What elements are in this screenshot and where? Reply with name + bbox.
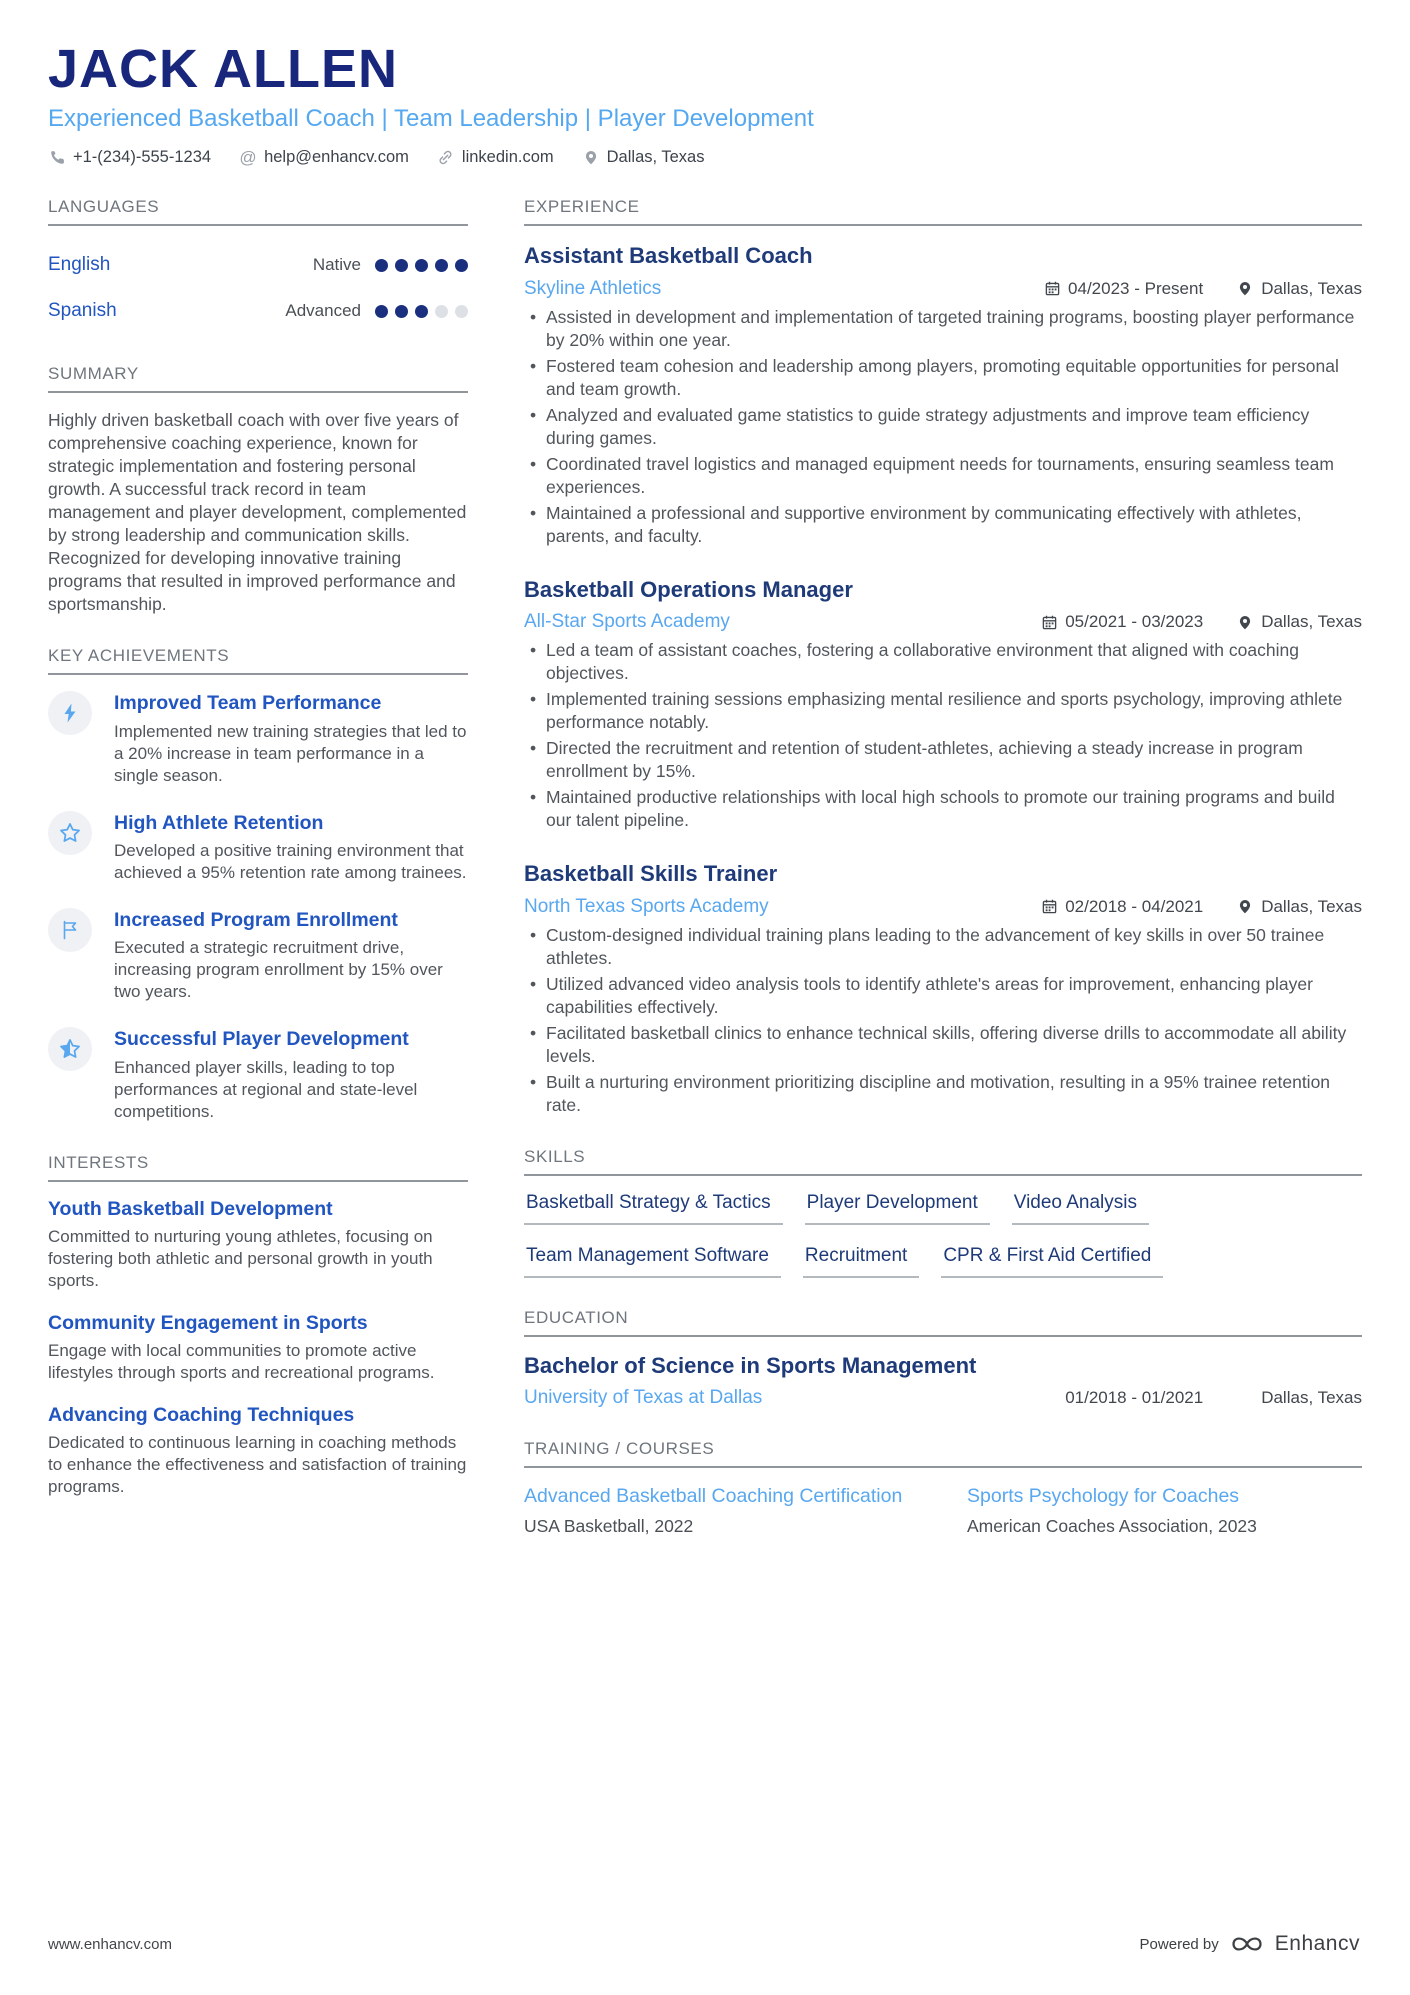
job-bullet: • Maintained a professional and supportive environment by communicating effectively with athletes, parents, and faculty. xyxy=(524,502,1362,548)
enhancv-brand-name: Enhancv xyxy=(1274,1932,1360,1955)
language-row xyxy=(48,288,468,334)
job-meta-row xyxy=(524,278,1362,300)
course-list xyxy=(524,1484,1362,1537)
interest-item xyxy=(48,1198,468,1292)
language-name: English xyxy=(48,254,111,276)
interest-item xyxy=(48,1312,468,1384)
dot-filled xyxy=(375,305,388,318)
company-name: North Texas Sports Academy xyxy=(524,895,769,917)
link-icon xyxy=(437,149,454,166)
job-dates: 05/2021 - 03/2023 xyxy=(1065,612,1204,632)
job-bullet: • Facilitated basketball clinics to enhance technical skills, offering diverse drills to accommodate all ability levels. xyxy=(524,1022,1362,1068)
section-title-summary: SUMMARY xyxy=(48,364,468,393)
job-meta-row xyxy=(524,896,1362,918)
contact-item[interactable] xyxy=(48,148,211,167)
left-column xyxy=(48,197,468,1567)
skill-row xyxy=(524,1192,1362,1225)
section-skills xyxy=(524,1147,1362,1278)
achievement-title: Improved Team Performance xyxy=(114,692,382,715)
job-list xyxy=(524,242,1362,1117)
skill-item: Basketball Strategy & Tactics xyxy=(524,1192,783,1225)
right-column xyxy=(524,197,1362,1567)
star-outline-icon xyxy=(59,822,81,844)
school-name: University of Texas at Dallas xyxy=(524,1386,763,1408)
job-bullets xyxy=(524,639,1362,832)
job-entry xyxy=(524,576,1362,833)
dot-filled xyxy=(395,259,408,272)
job-bullet: • Directed the recruitment and retention of student-athletes, achieving a steady increase in program enrollment by 15%. xyxy=(524,737,1362,783)
dot-filled xyxy=(375,259,388,272)
section-education xyxy=(524,1308,1362,1409)
powered-by-badge[interactable] xyxy=(1140,1931,1360,1957)
job-bullet: • Custom-designed individual training plans leading to the advancement of key skills in over 50 trainee athletes. xyxy=(524,924,1362,970)
job-title: Basketball Operations Manager xyxy=(524,576,853,602)
skill-item: Player Development xyxy=(805,1192,990,1225)
section-title-skills: SKILLS xyxy=(524,1147,1362,1176)
calendar-icon xyxy=(1044,280,1061,297)
dot-filled xyxy=(415,259,428,272)
section-title-key-achievements: KEY ACHIEVEMENTS xyxy=(48,646,468,675)
dot-filled xyxy=(415,305,428,318)
job-title: Basketball Skills Trainer xyxy=(524,861,778,887)
course-entry xyxy=(967,1484,1362,1537)
job-dates: 04/2023 - Present xyxy=(1068,278,1204,298)
language-proficiency-dots xyxy=(375,305,468,318)
job-entry xyxy=(524,242,1362,548)
achievement-title: High Athlete Retention xyxy=(114,811,324,834)
section-experience xyxy=(524,197,1362,1117)
dot-filled xyxy=(395,305,408,318)
resume-body xyxy=(48,197,1362,1567)
dot-empty xyxy=(455,305,468,318)
language-level: Advanced xyxy=(285,301,361,321)
skill-item: Recruitment xyxy=(803,1245,919,1278)
language-row xyxy=(48,242,468,288)
achievement-description: Developed a positive training environment that achieved a 95% retention rate among trainees. xyxy=(114,841,467,883)
job-bullets xyxy=(524,924,1362,1117)
location-icon xyxy=(1237,898,1253,915)
skill-item: Team Management Software xyxy=(524,1245,781,1278)
location-icon xyxy=(583,149,599,166)
job-location: Dallas, Texas xyxy=(1261,278,1362,298)
contact-item[interactable] xyxy=(582,148,705,167)
education-location: Dallas, Texas xyxy=(1261,1387,1362,1407)
section-interests xyxy=(48,1153,468,1498)
interest-title: Advancing Coaching Techniques xyxy=(48,1403,355,1426)
candidate-name: JACK ALLEN xyxy=(48,39,399,99)
interest-title: Community Engagement in Sports xyxy=(48,1311,368,1334)
section-title-training-courses: TRAINING / COURSES xyxy=(524,1439,1362,1468)
job-bullet: • Maintained productive relationships with local high schools to promote our training programs and build our talent pipeline. xyxy=(524,786,1362,832)
contact-row xyxy=(48,148,1362,167)
language-list xyxy=(48,242,468,334)
interest-list xyxy=(48,1198,468,1498)
dot-filled xyxy=(435,259,448,272)
powered-by-label: Powered by xyxy=(1139,1935,1219,1953)
job-bullet: • Assisted in development and implementation of targeted training programs, boosting player performance by 20% within one year. xyxy=(524,306,1362,352)
job-bullets xyxy=(524,306,1362,548)
section-title-languages: LANGUAGES xyxy=(48,197,468,226)
section-training-courses xyxy=(524,1439,1362,1537)
achievement-description: Implemented new training strategies that led to a 20% increase in team performance in a single season. xyxy=(114,721,467,785)
interest-item xyxy=(48,1404,468,1498)
language-name: Spanish xyxy=(48,300,117,322)
location-icon xyxy=(1237,280,1253,297)
language-level: Native xyxy=(312,255,361,275)
contact-item[interactable] xyxy=(437,148,554,167)
resume-header xyxy=(48,40,1362,167)
job-bullet: • Implemented training sessions emphasizing mental resilience and sports psychology, improving athlete performance notably. xyxy=(524,688,1362,734)
achievement-title: Successful Player Development xyxy=(114,1028,409,1051)
job-location: Dallas, Texas xyxy=(1261,896,1362,916)
skill-item: CPR & First Aid Certified xyxy=(941,1245,1163,1278)
interest-description: Committed to nurturing young athletes, focusing on fostering both athletic and personal growth in youth sports. xyxy=(48,1226,433,1290)
degree-title: Bachelor of Science in Sports Management xyxy=(524,1352,977,1378)
interest-description: Dedicated to continuous learning in coaching methods to enhance the effectiveness and satisfaction of training programs. xyxy=(48,1432,467,1496)
lightning-icon xyxy=(60,702,80,724)
contact-text: help@enhancv.com xyxy=(264,148,409,167)
contact-text: linkedin.com xyxy=(461,148,554,167)
course-title: Sports Psychology for Coaches xyxy=(967,1484,1240,1507)
section-title-experience: EXPERIENCE xyxy=(524,197,1362,226)
education-meta-row xyxy=(524,1387,1362,1409)
dot-empty xyxy=(435,305,448,318)
company-name: Skyline Athletics xyxy=(524,277,662,299)
language-proficiency-dots xyxy=(375,259,468,272)
enhancv-logo-icon xyxy=(1229,1931,1265,1957)
job-meta-row xyxy=(524,611,1362,633)
job-bullet: • Built a nurturing environment prioritizing discipline and motivation, resulting in a 95% trainee retention rate. xyxy=(524,1071,1362,1117)
job-title: Assistant Basketball Coach xyxy=(524,243,813,269)
footer-site-link[interactable]: www.enhancv.com xyxy=(48,1935,172,1953)
section-summary xyxy=(48,364,468,616)
flag-icon xyxy=(60,919,80,941)
location-icon xyxy=(1237,614,1253,631)
email-icon: @ xyxy=(239,147,257,167)
section-key-achievements xyxy=(48,646,468,1123)
star-half-icon xyxy=(59,1038,81,1060)
job-dates: 02/2018 - 04/2021 xyxy=(1065,896,1204,916)
job-bullet: • Fostered team cohesion and leadership among players, promoting equitable opportunities for personal and team growth. xyxy=(524,355,1362,401)
achievement-list xyxy=(48,691,468,1123)
job-location: Dallas, Texas xyxy=(1261,612,1362,632)
achievement-description: Executed a strategic recruitment drive, increasing program enrollment by 15% over two years. xyxy=(114,938,443,1002)
job-bullet: • Analyzed and evaluated game statistics to guide strategy adjustments and improve team efficiency during games. xyxy=(524,404,1362,450)
interest-description: Engage with local communities to promote active lifestyles through sports and recreational programs. xyxy=(48,1340,435,1382)
phone-icon xyxy=(49,149,66,166)
achievement-title: Increased Program Enrollment xyxy=(114,909,398,932)
achievement-item xyxy=(48,1027,468,1122)
job-bullet: • Utilized advanced video analysis tools to identify athlete's areas for improvement, enhancing player capabilities effectively. xyxy=(524,973,1362,1019)
dot-filled xyxy=(455,259,468,272)
course-entry xyxy=(524,1484,919,1537)
job-bullet: • Coordinated travel logistics and managed equipment needs for tournaments, ensuring seamless team experiences. xyxy=(524,453,1362,499)
achievement-item xyxy=(48,908,468,1003)
company-name: All-Star Sports Academy xyxy=(524,611,730,633)
education-dates: 01/2018 - 01/2021 xyxy=(1065,1387,1204,1407)
skill-row xyxy=(524,1245,1362,1278)
page-footer xyxy=(48,1931,1360,1957)
summary-text: Highly driven basketball coach with over five years of comprehensive coaching experience, known for strategic implementation and fostering personal growth. A successful track record in team management and player development, complemented by strong leadership and communication skills. Recognized for developing innovative training programs that resulted in improved performance and sportsmanship. xyxy=(48,410,467,615)
candidate-headline: Experienced Basketball Coach | Team Leadership | Player Development xyxy=(48,105,814,133)
course-organization: USA Basketball, 2022 xyxy=(524,1516,694,1537)
contact-text: Dallas, Texas xyxy=(606,148,705,167)
calendar-icon xyxy=(1041,614,1058,631)
contact-item[interactable] xyxy=(239,148,409,167)
section-title-education: EDUCATION xyxy=(524,1308,1362,1337)
section-languages xyxy=(48,197,468,334)
achievement-item xyxy=(48,691,468,786)
section-title-interests: INTERESTS xyxy=(48,1153,468,1182)
contact-text: +1-(234)-555-1234 xyxy=(73,148,212,167)
achievement-item xyxy=(48,811,468,884)
interest-title: Youth Basketball Development xyxy=(48,1197,333,1220)
skill-item: Video Analysis xyxy=(1012,1192,1149,1225)
achievement-description: Enhanced player skills, leading to top performances at regional and state-level competitions. xyxy=(114,1057,418,1121)
job-bullet: • Led a team of assistant coaches, fostering a collaborative environment that aligned with coaching objectives. xyxy=(524,639,1362,685)
course-organization: American Coaches Association, 2023 xyxy=(967,1516,1257,1537)
course-title: Advanced Basketball Coaching Certification xyxy=(524,1484,903,1507)
calendar-icon xyxy=(1041,898,1058,915)
job-entry xyxy=(524,860,1362,1117)
